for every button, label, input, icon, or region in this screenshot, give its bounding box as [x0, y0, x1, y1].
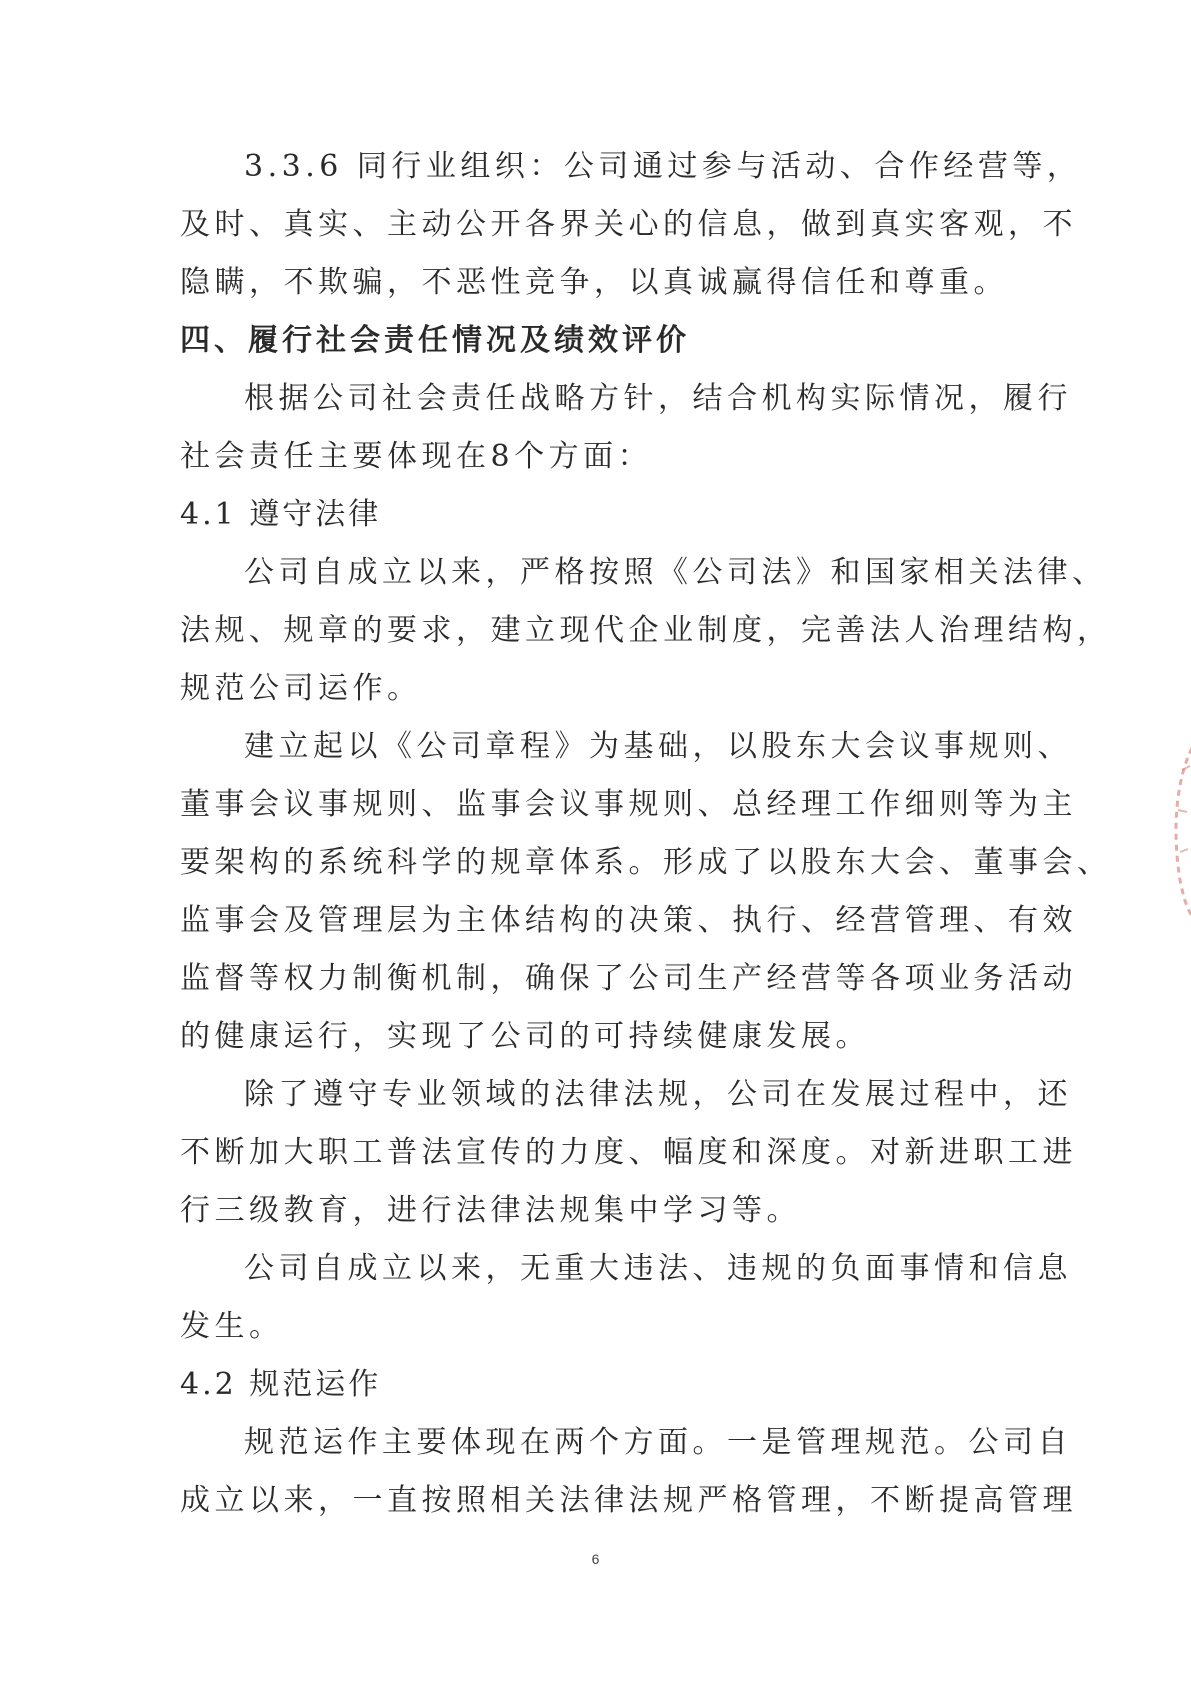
- paragraph-line: 要架构的系统科学的规章体系。形成了以股东大会、董事会、: [180, 845, 1112, 880]
- paragraph-line: 不断加大职工普法宣传的力度、幅度和深度。对新进职工进: [180, 1135, 1077, 1170]
- paragraph-line: 3.3.6 同行业组织：公司通过参与活动、合作经营等，: [244, 149, 1082, 184]
- paragraph-line: 法规、规章的要求，建立现代企业制度，完善法人治理结构，: [180, 613, 1112, 648]
- paragraph-line: 隐瞒，不欺骗，不恶性竞争，以真诚赢得信任和尊重。: [180, 265, 1008, 300]
- page-number: 6: [591, 1551, 600, 1567]
- paragraph-line: 公司自成立以来，无重大违法、违规的负面事情和信息: [244, 1251, 1072, 1286]
- paragraph-line: 除了遵守专业领域的法律法规，公司在发展过程中，还: [244, 1077, 1072, 1112]
- section-heading: 四、履行社会责任情况及绩效评价: [180, 323, 690, 358]
- paragraph-line: 及时、真实、主动公开各界关心的信息，做到真实客观，不: [180, 207, 1077, 242]
- paragraph-line: 的健康运行，实现了公司的可持续健康发展。: [180, 1019, 870, 1054]
- paragraph-line: 根据公司社会责任战略方针，结合机构实际情况，履行: [244, 381, 1072, 416]
- document-body: [180, 138, 1112, 1530]
- paragraph-line: 董事会议事规则、监事会议事规则、总经理工作细则等为主: [180, 787, 1077, 822]
- paragraph-line: 建立起以《公司章程》为基础，以股东大会议事规则、: [244, 729, 1072, 764]
- paragraph-line: 监督等权力制衡机制，确保了公司生产经营等各项业务活动: [180, 961, 1077, 996]
- paragraph-line: 公司自成立以来，严格按照《公司法》和国家相关法律、: [244, 555, 1107, 590]
- paragraph-line: 规范运作主要体现在两个方面。一是管理规范。公司自: [244, 1425, 1072, 1460]
- paragraph-line: 成立以来，一直按照相关法律法规严格管理，不断提高管理: [180, 1483, 1077, 1518]
- subsection-heading: 4.1 遵守法律: [180, 497, 382, 532]
- paragraph-line: 规范公司运作。: [180, 671, 422, 706]
- paragraph-line: 监事会及管理层为主体结构的决策、执行、经营管理、有效: [180, 903, 1077, 938]
- seal-stamp-fragment: [1158, 740, 1191, 920]
- subsection-heading: 4.2 规范运作: [180, 1367, 382, 1402]
- paragraph-line: 行三级教育，进行法律法规集中学习等。: [180, 1193, 801, 1228]
- paragraph-line: 社会责任主要体现在8个方面：: [180, 439, 653, 474]
- paragraph-line: 发生。: [180, 1309, 284, 1344]
